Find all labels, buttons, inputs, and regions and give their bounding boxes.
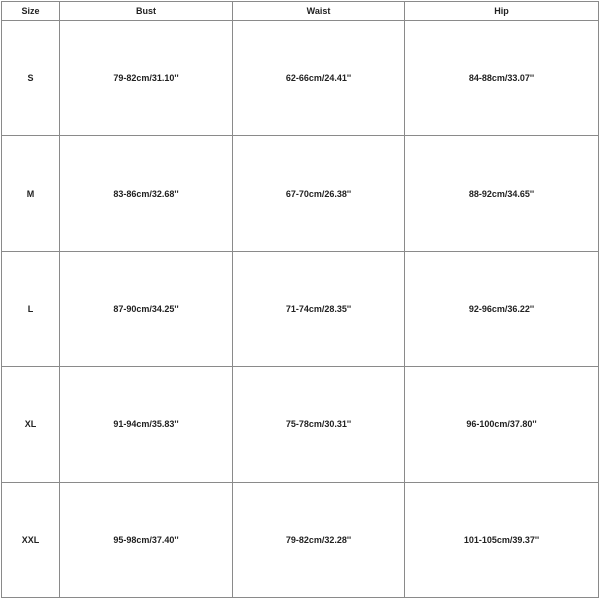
hip-cell: 88-92cm/34.65'' <box>405 136 599 251</box>
bust-cell: 87-90cm/34.25'' <box>60 251 233 366</box>
size-cell: M <box>2 136 60 251</box>
header-size: Size <box>2 2 60 21</box>
size-cell: XL <box>2 367 60 482</box>
bust-cell: 91-94cm/35.83'' <box>60 367 233 482</box>
waist-cell: 75-78cm/30.31'' <box>233 367 405 482</box>
table-row <box>2 251 599 366</box>
header-waist: Waist <box>233 2 405 21</box>
size-cell: L <box>2 251 60 366</box>
hip-cell: 101-105cm/39.37'' <box>405 482 599 597</box>
hip-cell: 92-96cm/36.22'' <box>405 251 599 366</box>
size-cell: S <box>2 21 60 136</box>
hip-cell: 84-88cm/33.07'' <box>405 21 599 136</box>
table-row <box>2 21 599 136</box>
bust-cell: 83-86cm/32.68'' <box>60 136 233 251</box>
hip-cell: 96-100cm/37.80'' <box>405 367 599 482</box>
header-row <box>2 2 599 21</box>
waist-cell: 67-70cm/26.38'' <box>233 136 405 251</box>
waist-cell: 62-66cm/24.41'' <box>233 21 405 136</box>
waist-cell: 71-74cm/28.35'' <box>233 251 405 366</box>
size-cell: XXL <box>2 482 60 597</box>
waist-cell: 79-82cm/32.28'' <box>233 482 405 597</box>
table-row <box>2 482 599 597</box>
bust-cell: 95-98cm/37.40'' <box>60 482 233 597</box>
table-row <box>2 136 599 251</box>
table-row <box>2 367 599 482</box>
header-hip: Hip <box>405 2 599 21</box>
bust-cell: 79-82cm/31.10'' <box>60 21 233 136</box>
size-chart-table <box>1 1 599 598</box>
header-bust: Bust <box>60 2 233 21</box>
